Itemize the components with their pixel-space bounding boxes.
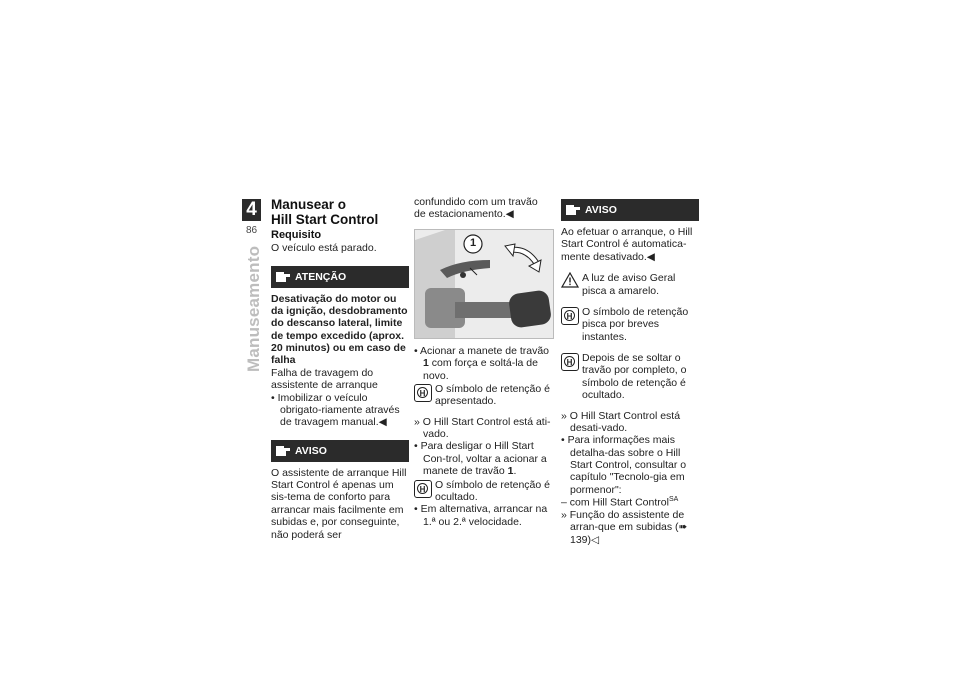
continued-text: confundido com um travão de estacionamento.◀ bbox=[414, 196, 538, 221]
symbol-flash-text: O símbolo de retenção pisca por breves instantes. bbox=[582, 305, 689, 343]
hold-h-icon: H bbox=[561, 353, 579, 371]
handlebar-illustration bbox=[415, 230, 553, 338]
hold-h-icon: H bbox=[561, 307, 579, 325]
attention-heading: Desativação do motor ou da ignição, desdobramento do descanso lateral, limite de tempo excedido (aprox. 20 minutos) ou em caso de falha bbox=[271, 292, 408, 367]
attention-text: Falha de travagem do assistente de arranque bbox=[271, 366, 378, 392]
hold-h-icon: H bbox=[414, 480, 432, 498]
title-line-2: Hill Start Control bbox=[271, 211, 379, 227]
step-1: • Acionar a manete de travão 1 com força e soltá-la de novo. bbox=[414, 344, 550, 382]
book-pointer-icon bbox=[276, 271, 290, 283]
result-deactivated: » O Hill Start Control está desati-vado. bbox=[561, 409, 681, 434]
hold-symbol-row bbox=[414, 383, 552, 408]
column-1 bbox=[271, 198, 409, 541]
hold-symbol-row-2 bbox=[414, 479, 552, 504]
step-3: • Em alternativa, arrancar na 1.ª ou 2.ª velocidade. bbox=[414, 503, 548, 528]
hold-symbol-row-3 bbox=[561, 306, 699, 343]
symbol-hidden-text: O símbolo de retenção é ocultado. bbox=[435, 478, 550, 503]
notice-label: AVISO bbox=[295, 444, 327, 457]
notice-bar bbox=[271, 440, 409, 462]
section-title-vertical: Manuseamento bbox=[244, 245, 263, 372]
hold-h-icon: H bbox=[414, 384, 432, 402]
notice-text-2: Ao efetuar o arranque, o Hill Start Control é automatica-mente desativado.◀ bbox=[561, 226, 693, 263]
general-warning-icon bbox=[561, 272, 579, 288]
attention-label: ATENÇÃO bbox=[295, 270, 347, 283]
page-number: 86 bbox=[246, 225, 258, 236]
brake-lever-figure bbox=[414, 229, 554, 339]
more-info-bullet: • Para informações mais detalha-das sobre o Hill Start Control, consultar o capítulo "Tecnolo-gia em pormenor": bbox=[561, 434, 687, 496]
title-line-1: Manusear o bbox=[271, 197, 347, 212]
page-title bbox=[271, 198, 409, 227]
warning-light-text: A luz de aviso Geral pisca a amarelo. bbox=[582, 272, 676, 297]
requisite-heading: Requisito bbox=[271, 229, 322, 242]
step-2: • Para desligar o Hill Start Con-trol, voltar a acionar a manete de travão 1. bbox=[414, 440, 547, 478]
symbol-shown-text: O símbolo de retenção é apresentado. bbox=[435, 382, 550, 408]
chapter-number: 4 bbox=[242, 199, 261, 221]
book-pointer-icon bbox=[276, 445, 290, 457]
column-2 bbox=[414, 196, 552, 528]
figure-callout: 1 bbox=[469, 236, 477, 249]
notice-label-2: AVISO bbox=[585, 204, 617, 216]
book-pointer-icon bbox=[566, 204, 580, 216]
requisite-text: O veículo está parado. bbox=[271, 242, 377, 255]
notice-text: O assistente de arranque Hill Start Control é apenas um sis-tema de conforto para arrancar mais facilmente em subidas e, por conseguinte, não poderá ser bbox=[271, 466, 407, 541]
warning-symbol-row bbox=[561, 272, 699, 297]
attention-bar bbox=[271, 266, 409, 288]
result-reference: » Função do assistente de arran-que em subidas (➠ 139)◁ bbox=[561, 509, 688, 546]
symbol-release-text: Depois de se soltar o travão por completo, o símbolo de retenção é ocultado. bbox=[582, 352, 687, 402]
attention-bullet: • Imobilizar o veículo obrigato-riamente através de travagem manual.◀ bbox=[271, 391, 400, 429]
hold-symbol-row-4 bbox=[561, 352, 699, 402]
column-3 bbox=[561, 199, 699, 546]
notice-bar-2 bbox=[561, 199, 699, 221]
dash-item: – com Hill Start Control$^{SA}$ bbox=[561, 496, 679, 509]
result-activated: » O Hill Start Control está ati-vado. bbox=[414, 415, 551, 440]
